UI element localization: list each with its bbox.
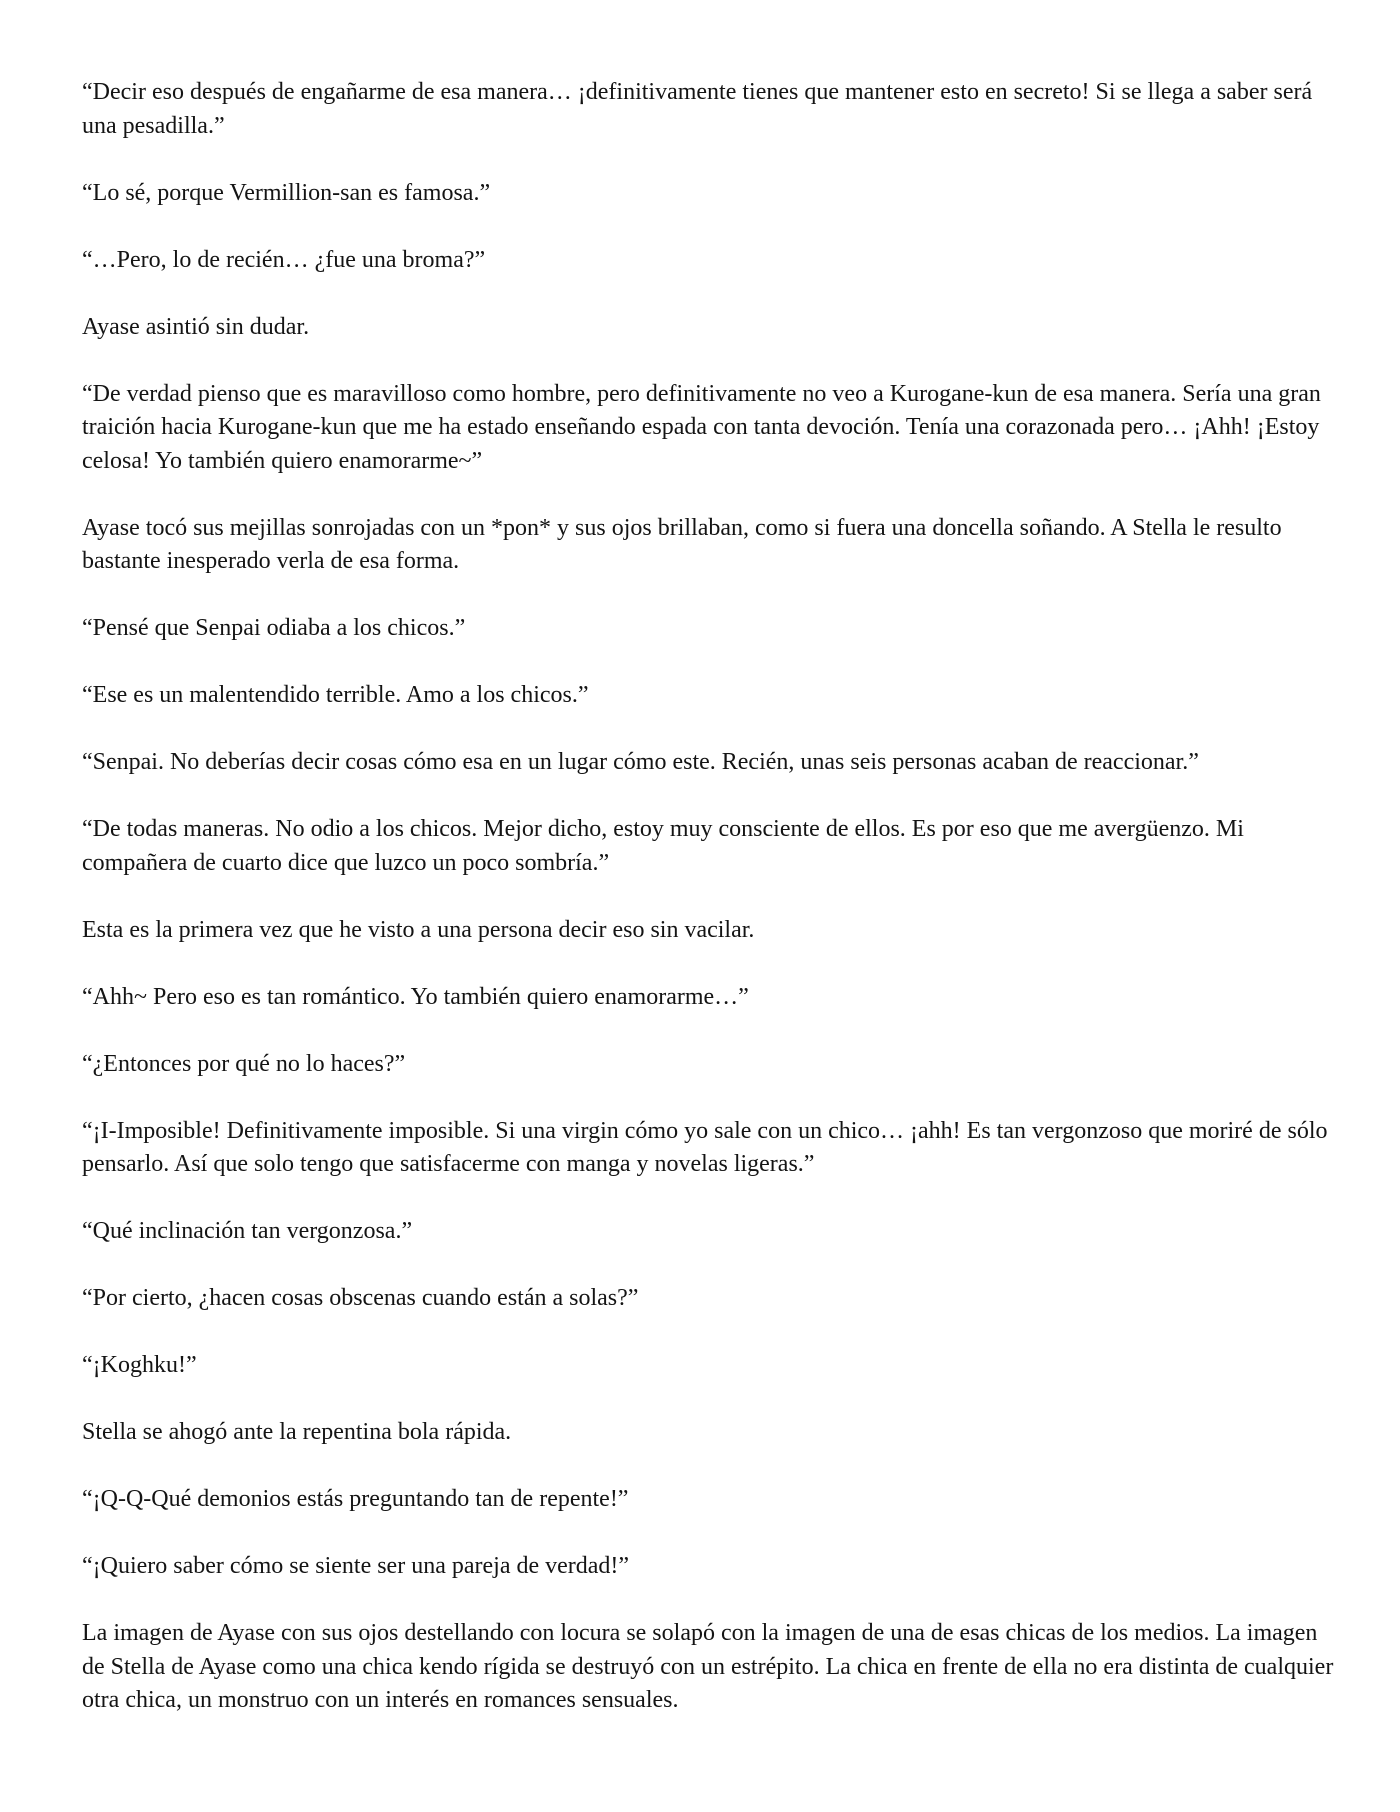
paragraph-21: La imagen de Ayase con sus ojos destellando con locura se solapó con la imagen de una de esas chicas de los medios. La imagen de Stella de Ayase como una chica kendo rígida se destruyó con un estrépito. La chica en frente de ella no era distinta de cualquier otra chica, un monstruo con un interés en romances sensuales. xyxy=(82,1620,1334,1713)
paragraph-4: Ayase asintió sin dudar. xyxy=(82,313,310,340)
paragraph-19: “¡Q-Q-Qué demonios estás preguntando tan de repente!” xyxy=(82,1486,629,1512)
paragraph-13: “¿Entonces por qué no lo haces?” xyxy=(82,1050,406,1077)
paragraph-16: “Por cierto, ¿hacen cosas obscenas cuando están a solas?” xyxy=(82,1285,639,1311)
paragraph-3: “…Pero, lo de recién… ¿fue una broma?” xyxy=(82,246,486,273)
paragraph-7: “Pensé que Senpai odiaba a los chicos.” xyxy=(82,615,466,641)
paragraph-2: “Lo sé, porque Vermillion-san es famosa.” xyxy=(82,179,491,206)
paragraph-6: Ayase tocó sus mejillas sonrojadas con un *pon* y sus ojos brillaban, como si fuera una doncella soñando. A Stella le resulto bastante inesperado verla de esa forma. xyxy=(82,514,1282,574)
paragraph-11: Esta es la primera vez que he visto a una persona decir eso sin vacilar. xyxy=(82,916,755,943)
paragraph-17: “¡Koghku!” xyxy=(82,1352,197,1378)
paragraph-18: Stella se ahogó ante la repentina bola rápida. xyxy=(82,1419,512,1445)
paragraph-10: “De todas maneras. No odio a los chicos. Mejor dicho, estoy muy consciente de ellos. Es por eso que me avergüenzo. Mi compañera de cuarto dice que luzco un poco sombría.” xyxy=(82,816,1244,876)
paragraph-8: “Ese es un malentendido terrible. Amo a los chicos.” xyxy=(82,682,589,708)
paragraph-1: “Decir eso después de engañarme de esa manera… ¡definitivamente tienes que mantener esto en secreto! Si se llega a saber será una pesadilla.” xyxy=(82,79,1313,139)
paragraph-15: “Qué inclinación tan vergonzosa.” xyxy=(82,1218,413,1244)
paragraph-5: “De verdad pienso que es maravilloso como hombre, pero definitivamente no veo a Kurogane-kun de esa manera. Sería una gran traición hacia Kurogane-kun que me ha estado enseñando espada con tanta devoción. Tenía una corazonada pero… ¡Ahh! ¡Estoy celosa! Yo también quiero enamorarme~” xyxy=(82,380,1321,474)
paragraph-20: “¡Quiero saber cómo se siente ser una pareja de verdad!” xyxy=(82,1553,630,1579)
paragraph-9: “Senpai. No deberías decir cosas cómo esa en un lugar cómo este. Recién, unas seis personas acaban de reaccionar.” xyxy=(82,749,1199,775)
paragraph-12: “Ahh~ Pero eso es tan romántico. Yo también quiero enamorarme…” xyxy=(82,983,749,1010)
paragraph-14: “¡I-Imposible! Definitivamente imposible. Si una virgin cómo yo sale con un chico… ¡ahh! Es tan vergonzoso que moriré de sólo pensarlo. Así que solo tengo que satisfacerme con manga y novelas ligeras.” xyxy=(82,1117,1328,1177)
